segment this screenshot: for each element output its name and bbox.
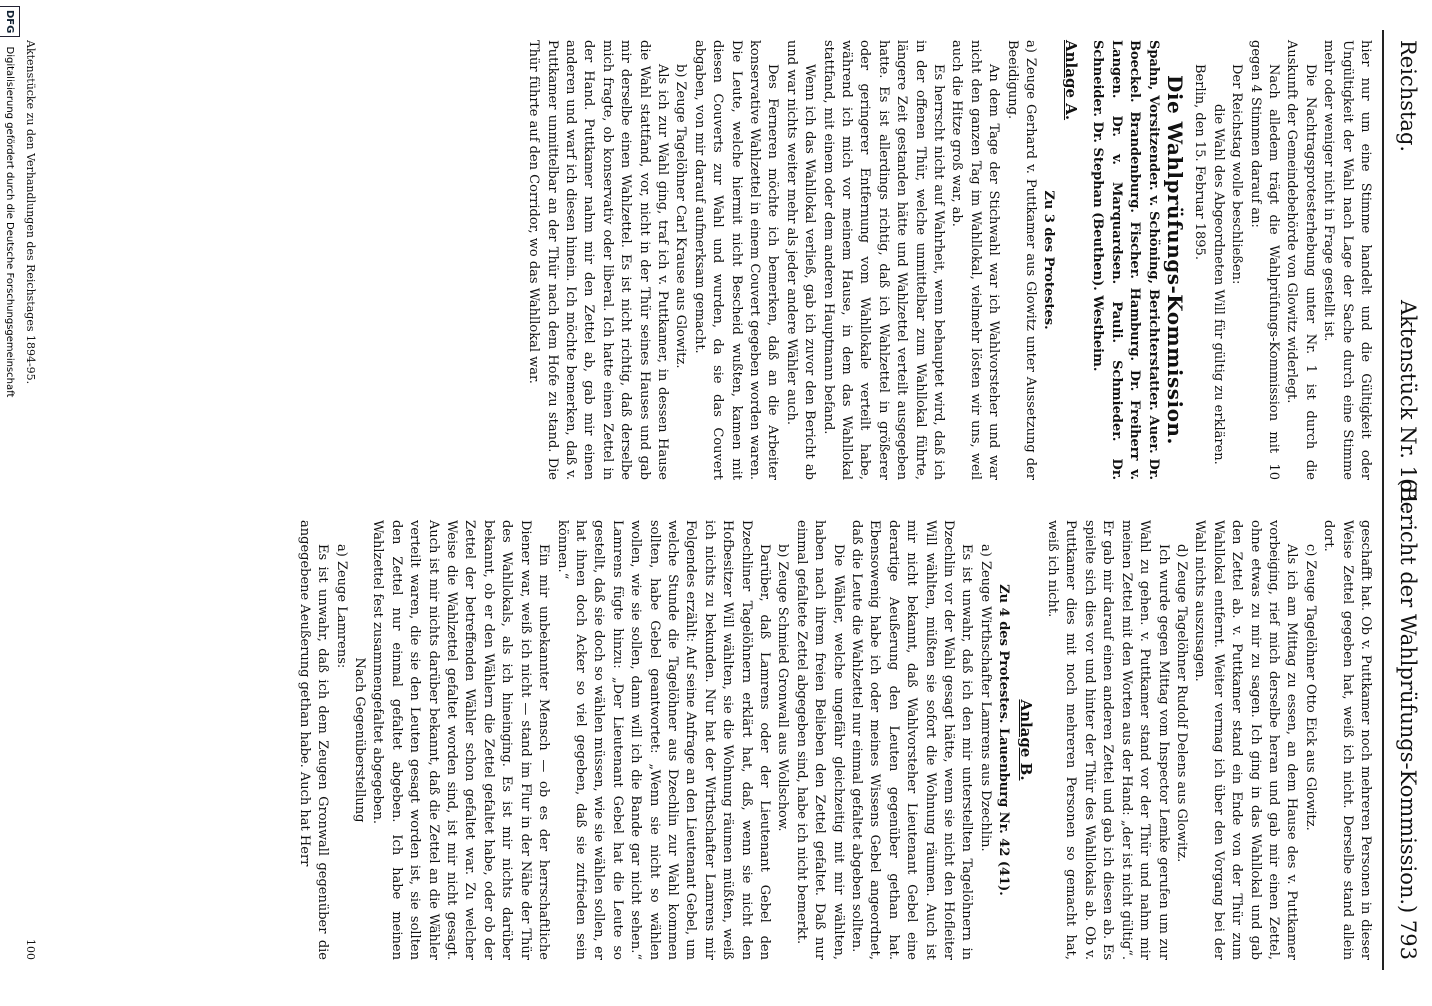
commission-members: Spahn, Vorsitzender. v. Schöning, Berichterstatter. Auer. Dr. Boeckel. Brandenburg. Fischer. Hamburg. Dr. Freiherr v. Langen. Dr. v. Marquardsen. Pauli. Schmieder. Dr. Schneider. Dr. Stephan (Beuthen). Westheim. [1090, 40, 1161, 480]
paragraph: Ich wurde gegen Mittag vom Inspector Lemke gerufen um zur Wahl zu gehen. v. Puttkamer stand vor der Thür und nahm mir meinen Zettel mit den Worten aus der Hand: „der ist nicht gültig“. Er gab mir darauf einen anderen Zettel und gab ich diesen ab. Es spielte sich dies vor und hinter der Thür des Wahllokals ab. Ob v. Puttkamer dies mit noch mehreren Personen so gemacht hat, weiß ich nicht. [1045, 520, 1171, 960]
paragraph: hier nur um eine Stimme handelt und die Gültigkeit oder Ungültigkeit der Wahl nach Lage der Sache durch eine Stimme mehr oder weniger nicht in Frage gestellt ist. [1321, 40, 1373, 480]
paragraph: Des Ferneren möchte ich bemerken, daß an die Arbeiter konservative Wahlzettel in einem Couvert gegeben worden waren. Die Leute, welche hiermit nicht Bescheid wußten, kamen mit diesen Couverts zur Wahl und wurden, da sie das Couvert abgaben, von mir darauf aufmerksam gemacht. [691, 40, 781, 480]
witness-heading: a) Zeuge Gerhard v. Puttkamer aus Glowitz unter Aussetzung der Beeidigung. [1004, 40, 1039, 480]
dfg-logo: DFG [0, 6, 20, 37]
paragraph: Es herrscht nicht auf Wahrheit, wenn behauptet wird, daß ich in der offenen Thür, welche unmittelbar zum Wahllokal führte, längere Zeit gestanden hätte und Wahlzettel verteilt ausgegeben hatte. Es ist allerdings richtig, daß ich Wahlzettel in größerer oder geringerer Entfernung vom Wahllokale verteilt habe, während ich mich vor meinem Hause, in dem das Wahllokal stattfand, mit einem oder dem anderen Hauptmann befand. [820, 40, 947, 480]
anlage-heading: Anlage A. [1061, 40, 1080, 121]
header-title: Aktenstück Nr. 161. [1396, 300, 1420, 513]
left-column [524, 40, 1374, 480]
witness-heading: b) Zeuge Schmied Gronwall aus Wollschow. [775, 544, 791, 832]
witness-heading: d) Zeuge Tagelöhner Rudolf Delens aus Glowitz. [1173, 544, 1189, 863]
page-header [1388, 40, 1428, 960]
witness-heading: c) Zeuge Tagelöhner Otto Eick aus Glowitz. [1302, 544, 1318, 831]
witness-heading: a) Zeuge Lamrens: [333, 544, 349, 669]
paragraph: Die Wähler, welche ungefähr gleichzeitig mit mir wählten, haben nach ihrem freien Belieben den Zettel gefaltet. Daß nur einmal gefaltete Zettel abgegeben sind, habe ich nicht bemerkt. [793, 520, 846, 960]
paragraph: Ein mir unbekannter Mensch — ob es der herrschaftliche Diener war, weiß ich nicht — stand im Flur in der Nähe der Thür des Wahllokals, als ich hineinging. Es ist mir nichts darüber bekannt, ob er den Wählern die Zettel gefaltet habe, oder ob der Zettel der betreffenden Wähler schon gefaltet war. Zu welcher Weise die Wahlzettel gefaltet worden sind, ist mir nicht gesagt. Auch ist mir nichts darüber bekannt, daß die Zettel an die Wähler verteilt waren, die sie den Leuten gesagt worden ist, sie sollten den Zettel nur einmal gefaltet abgeben. Ich habe meinen Wahlzettel fest zusammengefaltet abgegeben. [370, 520, 552, 960]
paragraph: Als ich zur Wahl ging, traf ich v. Puttkamer, in dessen Hause die Wahl stattfand, vor, nicht in der Thür seines Hauses und gab mir derselbe einen Wahlzettel. Es ist nicht richtig, daß derselbe mich fragte, ob konservativ oder liberal. Ich hatte einen Zettel in der Hand. Puttkamer nahm mir den Zettel ab, gab mir einen anderen und warf ich diesen hinein. Ich möchte bemerken, daß v. Puttkamer unmittelbar an der Thür nach dem Hofe zu stand. Die Thür führte auf den Corridor, wo das Wahllokal war. [526, 40, 670, 480]
paragraph: geschafft hat. Ob v. Puttkamer noch mehreren Personen in dieser Weise Zettel gegeben hat, weiß ich nicht. Derselbe stand allein dort. [1321, 520, 1373, 960]
paragraph: An dem Tage der Stichwahl war ich Wahlvorsteher und war nicht den ganzen Tag im Wahllokal, vielmehr lösten wir uns, weil auch die Hitze groß war, ab. [949, 40, 1002, 480]
header-right: (Bericht der Wahlprüfungs-Kommission.) 793 [1396, 478, 1420, 960]
witness-heading: b) Zeuge Tagelöhner Carl Krause aus Glowitz. [673, 64, 689, 369]
header-left: Reichstag. [1396, 40, 1420, 153]
paragraph: Der Reichstag wolle beschließen: [1229, 64, 1245, 285]
anlage-heading: Anlage B. [1016, 699, 1035, 781]
paragraph: Es ist unwahr, daß ich dem Zeugen Gronwall gegenüber die angegebene Aeußerung gethan habe. Auch hat Herr [296, 520, 331, 960]
paragraph: Als ich am Mittag zu essen, an dem Hause des v. Puttkamer vorbeiging, rief mich derselbe heran und gab mir einen Zettel, ohne etwas zu mir zu sagen. Ich ging in das Wahllokal und gab den Zettel ab. v. Puttkamer stand ein Ende von der Thür zum Wahllokal entfernt. Weiter vermag ich über den Vorgang bei der Wahl nichts auszusagen. [1192, 520, 1300, 960]
witness-heading: a) Zeuge Wirthschafter Lamrens aus Dzechlin. [977, 544, 993, 852]
digitization-note [0, 0, 20, 1006]
section-heading: Zu 3 des Protestes. [1041, 190, 1057, 330]
page-number: 100 [24, 939, 37, 960]
right-column [294, 520, 1374, 960]
paragraph: Nach alledem trägt die Wahlprüfungs-Kommission mit 10 gegen 4 Stimmen darauf an: [1247, 40, 1281, 480]
paragraph: Darüber, daß Lamrens oder der Lieutenant Gebel den Dzechliner Tagelöhnern erklärt hat, daß, wenn sie nicht den Hofbesitzer Will wählten, sie die Wohnung räumen müßten, weiß ich nichts zu bekunden. Nur hat der Wirthschafter Lamrens mir Folgendes erzählt: Auf seine Anfrage an den Lieutenant Gebel, um welche Stunde die Tagelöhner aus Dzechlin zur Wahl kommen sollten, habe Gebel geantwortet: „Wenn sie nicht so wählen wollen, wie sie sollen, dann will ich die Bande gar nicht sehen.“ Lamrens fügte hinzu: „Der Lieutenant Gebel hat die Leute so gestellt, daß sie doch so wählen müssen, wie sie wählen sollen, er hat ihnen doch Acker so viel gegeben, daß sie zufrieden sein können.“ [554, 520, 772, 961]
paragraph: Es ist unwahr, daß ich den mir unterstellten Tagelöhnern in Dzechlin vor der Wahl gesagt hätte, wenn sie nicht den Hofleiter Will wählten, müßten sie sofort die Wohnung räumen. Auch ist mir nicht bekannt, daß Wahlvorsteher Lieutenant Gebel eine derartige Aeußerung den Leuten gegenüber gethan hat. Ebensowenig habe ich oder meines Wissens Gebel angeordnet, daß die Leute die Wahlzettel nur einmal gefaltet abgeben sollten. [849, 520, 975, 960]
page-footer: Aktenstücke zu den Verhandlungen des Reichstages 1894-95. [24, 40, 37, 385]
date-line: Berlin, den 15. Februar 1895. [1192, 64, 1208, 260]
header-rule [1382, 30, 1384, 970]
paragraph: Die Nachtragsprotesterhebung unter Nr. 1 ist durch die Auskunft der Gemeindebehörde von Glowitz widerlegt. [1284, 40, 1318, 480]
digitization-text: Digitalisierung gefördert durch die Deutsche Forschungsgemeinschaft [4, 46, 15, 398]
paragraph: die Wahl des Abgeordneten Will für gültig zu erklären. [1210, 104, 1226, 465]
section-heading: Zu 4 des Protestes. Lauenburg Nr. 42 (41). [996, 584, 1012, 896]
paragraph: Nach Gegenüberstellung [352, 657, 368, 823]
paragraph: Wenn ich das Wahllokal verließ, gab ich zuvor den Bericht ab und war nichts weiter mehr als jeder andere Wähler auch. [783, 40, 818, 480]
commission-title: Die Wahlprüfungs-Kommission. [1162, 75, 1187, 445]
